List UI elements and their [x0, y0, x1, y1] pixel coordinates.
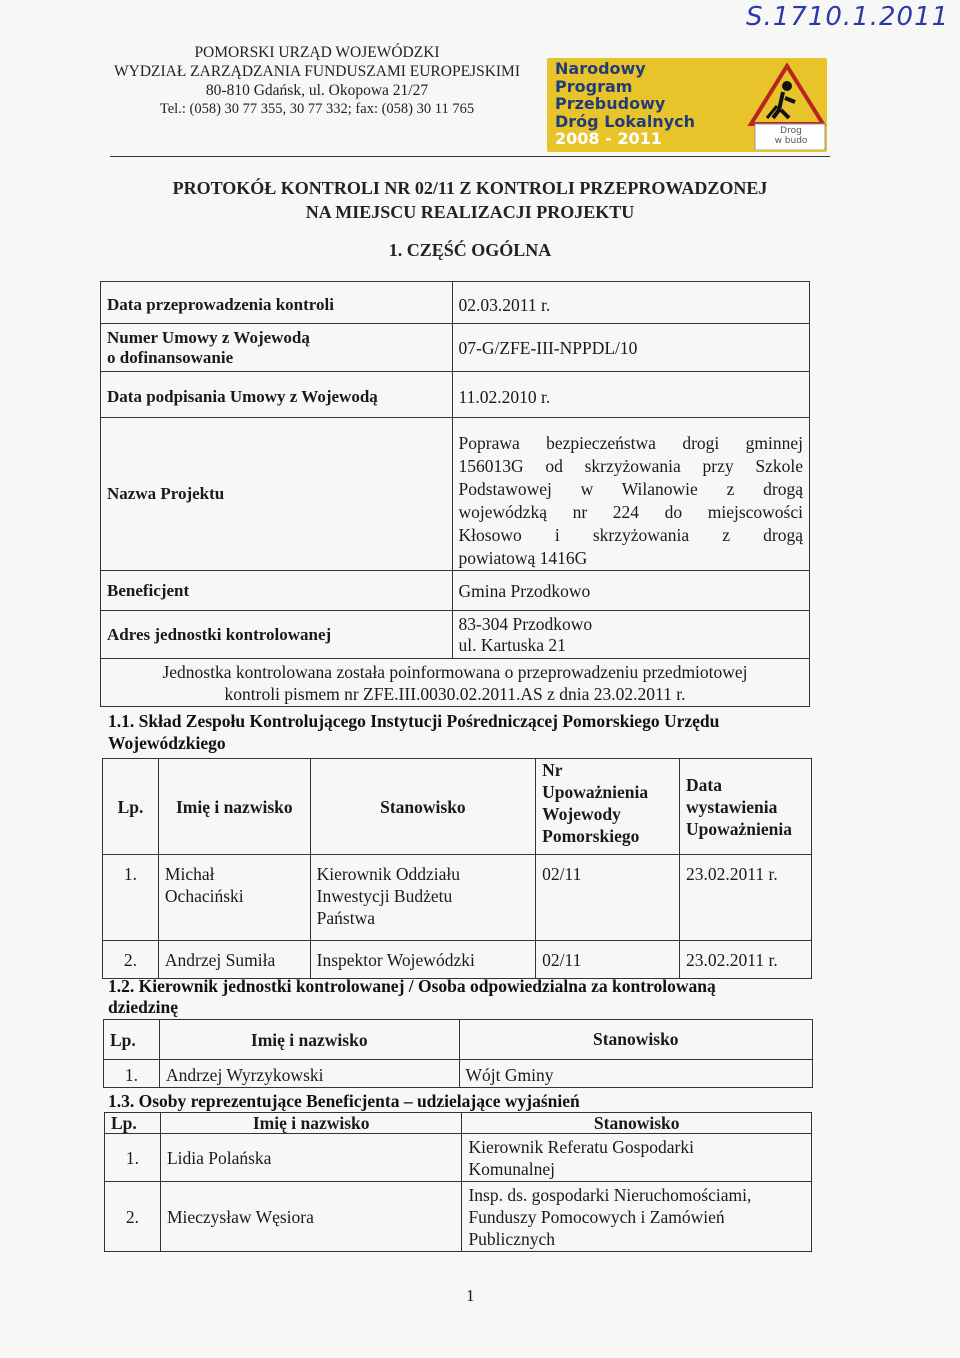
- position-line: Insp. ds. gospodarki Nieruchomościami,: [468, 1184, 752, 1205]
- table-row: [105, 1182, 812, 1252]
- logo-text: [555, 60, 695, 148]
- heading-line: dziedzinę: [108, 997, 178, 1017]
- position-line: Kierownik Oddziału: [316, 864, 461, 884]
- project-line: wojewódzką nr 224 do miejscowości: [458, 502, 803, 522]
- col-position: Stanowisko: [459, 1020, 812, 1060]
- row-name: [158, 855, 310, 941]
- road-sign-text: [759, 126, 823, 146]
- label-line: o dofinansowanie: [107, 348, 234, 367]
- sign-line: Drog: [780, 126, 802, 136]
- row-lp: 1.: [104, 1060, 160, 1088]
- project-line: 156013G od skrzyżowania przy Szkole: [458, 456, 803, 476]
- table-row: [101, 282, 810, 324]
- name-line: Ochaciński: [164, 886, 244, 906]
- project-line: Podstawowej w Wilanowie z drogą: [458, 479, 803, 499]
- notification-note: [101, 659, 810, 707]
- office-name: POMORSKI URZĄD WOJEWÓDZKI: [194, 44, 440, 61]
- handwritten-reference: S.1710.1.2011: [746, 2, 950, 32]
- logo-line: Przebudowy: [555, 94, 666, 113]
- project-value: [452, 418, 809, 571]
- position-line: Inwestycji Budżetu: [316, 886, 453, 906]
- contract-value: 07-G/ZFE-III-NPPDL/10: [452, 324, 809, 372]
- header-line: wystawienia: [686, 796, 778, 817]
- contract-label: [101, 324, 453, 372]
- header-line: Upoważnienia: [542, 782, 649, 802]
- beneficiary-value: Gmina Przodkowo: [452, 571, 809, 611]
- logo-line: Dróg Lokalnych: [555, 111, 695, 131]
- general-info-table: [100, 281, 810, 707]
- label-line: Numer Umowy z Wojewodą: [107, 328, 310, 347]
- row-date: 23.02.2011 r.: [680, 855, 812, 941]
- table-row: [103, 855, 812, 941]
- address-value: [452, 611, 809, 659]
- row-lp: 1.: [103, 855, 159, 941]
- row-nr: 02/11: [536, 855, 680, 941]
- document-title: [110, 176, 830, 224]
- address-line: 83-304 Przodkowo: [458, 613, 593, 634]
- row-name: Mieczysław Węsiora: [160, 1182, 462, 1252]
- row-lp: 2.: [105, 1182, 161, 1252]
- note-line: Jednostka kontrolowana została poinformowana o przeprowadzeniu przedmiotowej: [162, 661, 748, 682]
- row-name: Andrzej Sumiła: [158, 941, 310, 979]
- beneficiary-label: Beneficjent: [101, 571, 453, 611]
- office-address: 80-810 Gdańsk, ul. Okopowa 21/27: [205, 82, 429, 99]
- row-lp: 1.: [105, 1134, 161, 1182]
- project-label: Nazwa Projektu: [101, 418, 453, 571]
- col-lp: Lp.: [104, 1020, 160, 1060]
- col-authorization-number: [536, 759, 680, 855]
- row-position: [310, 855, 535, 941]
- position-line: Funduszy Pomocowych i Zamówień: [468, 1206, 725, 1227]
- col-name: Imię i nazwisko: [159, 1020, 459, 1060]
- col-position: Stanowisko: [310, 759, 535, 855]
- row-lp: 2.: [103, 941, 159, 979]
- row-position: [462, 1182, 812, 1252]
- office-header: [92, 43, 542, 119]
- sign-line: w budo: [774, 136, 808, 146]
- header-line: Nr: [542, 760, 563, 780]
- project-line: powiatową 1416G: [458, 548, 588, 568]
- col-lp: Lp.: [105, 1113, 161, 1134]
- page-number: 1: [466, 1286, 475, 1305]
- col-lp: Lp.: [103, 759, 159, 855]
- section-representatives-heading: 1.3. Osoby reprezentujące Beneficjenta – udzielające wyjaśnień: [108, 1091, 580, 1111]
- row-position: Inspektor Wojewódzki: [310, 941, 535, 979]
- table-row: [105, 1134, 812, 1182]
- table-row: [101, 372, 810, 418]
- header-line: Upoważnienia: [686, 818, 792, 839]
- address-line: ul. Kartuska 21: [458, 634, 566, 655]
- address-label: Adres jednostki kontrolowanej: [101, 611, 453, 659]
- header-divider: [110, 156, 830, 157]
- title-line: PROTOKÓŁ KONTROLI NR 02/11 Z KONTROLI PRZEPROWADZONEJ: [172, 178, 768, 198]
- project-line: Kłosowo i skrzyżowania z drogą: [458, 525, 803, 545]
- position-line: Publicznych: [468, 1228, 555, 1249]
- header-line: Pomorskiego: [542, 826, 640, 846]
- program-logo: [547, 58, 827, 152]
- table-row: [104, 1060, 813, 1088]
- name-line: Michał: [164, 864, 215, 884]
- section-team-heading: [108, 710, 828, 754]
- position-line: Komunalnej: [468, 1158, 555, 1179]
- department-name: WYDZIAŁ ZARZĄDZANIA FUNDUSZAMI EUROPEJSKIMI: [114, 63, 520, 80]
- project-line: Poprawa bezpieczeństwa drogi gminnej: [458, 433, 803, 453]
- heading-line: Wojewódzkiego: [108, 733, 226, 753]
- logo-line: 2008 - 2011: [555, 129, 662, 148]
- col-authorization-date: [680, 759, 812, 855]
- section-general-title: 1. CZĘŚĆ OGÓLNA: [388, 240, 552, 260]
- representatives-table: [104, 1112, 812, 1252]
- office-phone: Tel.: (058) 30 77 355, 30 77 332; fax: (058) 30 11 765: [159, 101, 475, 117]
- table-row: [101, 324, 810, 372]
- note-line: kontroli pismem nr ZFE.III.0030.02.2011.AS z dnia 23.02.2011 r.: [224, 683, 686, 704]
- table-row: [101, 418, 810, 571]
- row-position: Wójt Gminy: [459, 1060, 812, 1088]
- col-name: Imię i nazwisko: [160, 1113, 462, 1134]
- sign-date-label: Data podpisania Umowy z Wojewodą: [101, 372, 453, 418]
- row-name: Andrzej Wyrzykowski: [159, 1060, 459, 1088]
- logo-line: Program: [555, 76, 633, 96]
- col-name: Imię i nazwisko: [158, 759, 310, 855]
- section-manager-heading: [108, 976, 828, 1018]
- table-header-row: [103, 759, 812, 855]
- heading-line: 1.1. Skład Zespołu Kontrolującego Instytucji Pośredniczącej Pomorskiego Urzędu: [108, 711, 720, 731]
- table-header-row: [104, 1020, 813, 1060]
- row-date: 23.02.2011 r.: [680, 941, 812, 979]
- position-line: Kierownik Referatu Gospodarki: [468, 1136, 694, 1157]
- date-value: 02.03.2011 r.: [452, 282, 809, 324]
- col-position: Stanowisko: [462, 1113, 812, 1134]
- manager-table: [103, 1019, 813, 1088]
- header-line: Wojewody: [542, 804, 621, 824]
- header-line: Data: [686, 774, 722, 795]
- team-table: [102, 758, 812, 979]
- table-row: [103, 941, 812, 979]
- logo-line: Narodowy: [555, 59, 646, 78]
- table-row: [101, 571, 810, 611]
- row-name: Lidia Polańska: [160, 1134, 462, 1182]
- table-header-row: [105, 1113, 812, 1134]
- row-nr: 02/11: [536, 941, 680, 979]
- title-line: NA MIEJSCU REALIZACJI PROJEKTU: [305, 202, 635, 222]
- position-line: Państwa: [316, 908, 375, 928]
- table-row: [101, 611, 810, 659]
- date-label: Data przeprowadzenia kontroli: [101, 282, 453, 324]
- table-row: [101, 659, 810, 707]
- heading-line: 1.2. Kierownik jednostki kontrolowanej / Osoba odpowiedzialna za kontrolowaną: [108, 976, 716, 996]
- sign-date-value: 11.02.2010 r.: [452, 372, 809, 418]
- row-position: [462, 1134, 812, 1182]
